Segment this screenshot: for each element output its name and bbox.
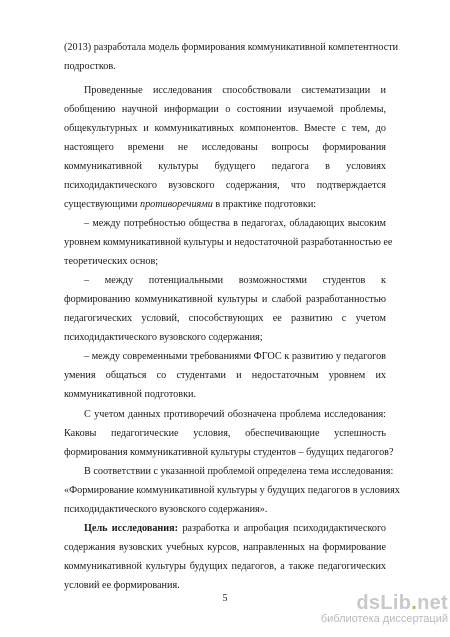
text-line bbox=[64, 198, 386, 211]
list-item-line: – между потребностью общества в педагогах, обладающих высоким bbox=[84, 218, 386, 229]
text-line: формирования коммуникативной культуры студентов – будущих педагогов? bbox=[64, 447, 394, 458]
watermark-logo-main: dsLib bbox=[356, 592, 412, 614]
watermark-logo-tld: net bbox=[417, 592, 448, 614]
text-fragment: существующими bbox=[64, 199, 138, 210]
text-line: общекультурных и коммуникативных компонентов. Вместе с тем, до bbox=[64, 123, 386, 134]
text-fragment: разработка и апробация психодидактического bbox=[182, 523, 387, 534]
text-line: подростков. bbox=[64, 61, 116, 72]
text-line: психодидактического вузовского содержания». bbox=[64, 504, 268, 515]
text-line: обобщению научной информации о состоянии изучаемой проблемы, bbox=[64, 104, 386, 115]
text-line: формированию коммуникативной культуры и слабой разработанностью bbox=[64, 294, 386, 305]
text-line: коммуникативной подготовки. bbox=[64, 389, 197, 400]
text-line: психодидактического вузовского содержания; bbox=[64, 332, 263, 343]
list-item-line: – между потенциальными возможностями студентов к bbox=[84, 275, 386, 286]
text-line: условий ее формирования. bbox=[64, 580, 180, 591]
text-line: В соответствии с указанной проблемой определена тема исследования: bbox=[84, 466, 394, 477]
text-line: Проведенные исследования способствовали систематизации и bbox=[84, 85, 386, 96]
watermark bbox=[318, 592, 448, 625]
text-line: педагогических условий, способствующих ее развитию с учетом bbox=[64, 313, 386, 324]
text-line: настоящего времени не исследованы вопросы формирования bbox=[64, 142, 386, 153]
text-line: С учетом данных противоречий обозначена проблема исследования: bbox=[84, 409, 386, 420]
text-line: содержания вузовских учебных курсов, направленных на формирование bbox=[64, 542, 386, 553]
watermark-logo-dot: . bbox=[411, 592, 418, 614]
text-line: коммуникативной культуры будущего педагога в условиях bbox=[64, 161, 386, 172]
text-line: «Формирование коммуникативной культуры у будущих педагогов в условиях bbox=[64, 485, 400, 496]
text-fragment: в практике подготовки: bbox=[215, 199, 317, 210]
text-line: (2013) разработала модель формирования коммуникативной компетентности bbox=[64, 42, 399, 53]
text-line: умения общаться со студентами и недостаточным уровнем их bbox=[64, 370, 386, 381]
text-line bbox=[84, 522, 386, 535]
page-number: 5 bbox=[222, 593, 228, 604]
watermark-subtitle: библиотека диссертаций bbox=[320, 613, 448, 625]
text-line: коммуникативной культуры будущих педагогов, а также педагогических bbox=[64, 561, 386, 572]
watermark-logo bbox=[318, 592, 448, 615]
text-line: психодидактического вузовского содержания, что подтверждается bbox=[64, 180, 386, 191]
text-line: Каковы педагогические условия, обеспечивающие успешность bbox=[64, 428, 386, 439]
goal-label: Цель исследования: bbox=[84, 523, 179, 534]
text-line: уровнем коммуникативной культуры и недостаточной разработанностью ее bbox=[64, 237, 393, 248]
emphasis-term: противоречиями bbox=[139, 199, 213, 210]
list-item-line: – между современными требованиями ФГОС к развитию у педагогов bbox=[84, 351, 386, 362]
text-line: теоретических основ; bbox=[64, 256, 159, 267]
